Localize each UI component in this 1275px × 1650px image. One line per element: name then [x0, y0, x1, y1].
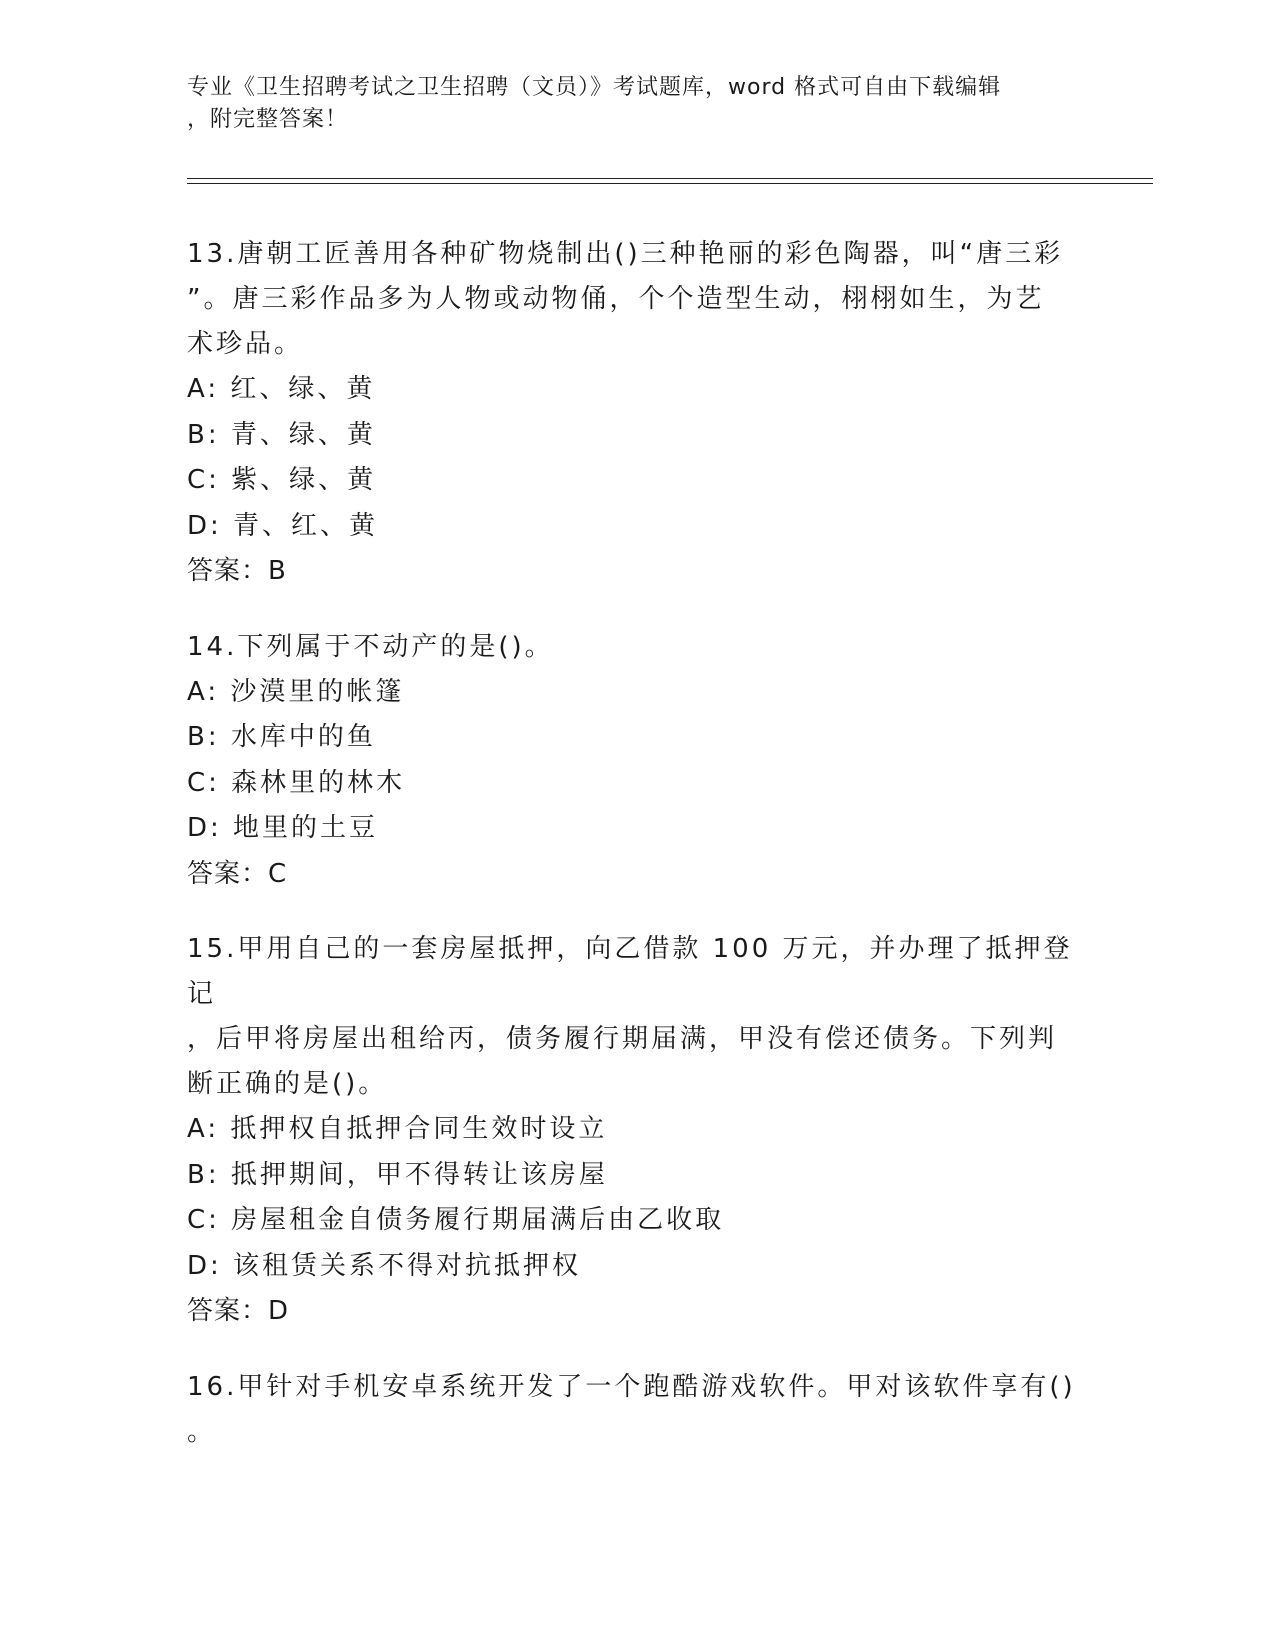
question-stem [187, 625, 1077, 670]
document-header [187, 72, 1067, 136]
option-a: A: 沙漠里的帐篷 [187, 676, 405, 707]
question-stem [187, 1365, 1077, 1455]
answer-line: 答案：D [187, 1296, 290, 1326]
option-a: A: 抵押权自抵押合同生效时设立 [187, 1114, 608, 1144]
option-c: C: 森林里的林木 [187, 767, 406, 798]
stem-line: ，后甲将房屋出租给丙，债务履行期届满，甲没有偿还债务。下列判 [187, 1024, 1058, 1054]
option-d: D: 青、红、黄 [187, 510, 379, 541]
option-c: C: 紫、绿、黄 [187, 465, 377, 495]
option-c: C: 房屋租金自债务履行期届满后由乙收取 [187, 1205, 725, 1235]
header-line-1: 专业《卫生招聘考试之卫生招聘（文员）》考试题库，word 格式可自由下载编辑 [187, 75, 1002, 100]
stem-line: ”。唐三彩作品多为人物或动物俑，个个造型生动，栩栩如生，为艺 [187, 284, 1045, 314]
option-a: A: 红、绿、黄 [187, 374, 376, 404]
stem-line: 14.下列属于不动产的是()。 [187, 631, 554, 662]
question-stem [187, 927, 1077, 1107]
question-list [187, 232, 1077, 1485]
question-13 [187, 232, 1077, 595]
question-16 [187, 1365, 1077, 1455]
option-d: D: 地里的土豆 [187, 813, 379, 843]
stem-line: 。 [187, 1416, 217, 1447]
question-stem [187, 232, 1077, 367]
header-divider-top [187, 178, 1153, 179]
option-d: D: 该租赁关系不得对抗抵押权 [187, 1250, 582, 1281]
stem-line: 术珍品。 [187, 329, 304, 359]
header-divider-bottom [187, 183, 1153, 184]
question-15 [187, 927, 1077, 1335]
question-14 [187, 625, 1077, 898]
header-line-2: ，附完整答案！ [187, 107, 349, 132]
answer-line: 答案：B [187, 556, 287, 586]
stem-line: 断正确的是()。 [187, 1069, 388, 1099]
option-b: B: 青、绿、黄 [187, 419, 376, 450]
stem-line: 16.甲针对手机安卓系统开发了一个跑酷游戏软件。甲对该软件享有() [187, 1371, 1076, 1402]
answer-line: 答案：C [187, 858, 288, 889]
option-b: B: 抵押期间，甲不得转让该房屋 [187, 1159, 608, 1190]
stem-line: 15.甲用自己的一套房屋抵押，向乙借款 100 万元，并办理了抵押登记 [187, 934, 1073, 1009]
stem-line: 13.唐朝工匠善用各种矿物烧制出()三种艳丽的彩色陶器，叫“唐三彩 [187, 239, 1064, 269]
option-b: B: 水库中的鱼 [187, 722, 376, 752]
